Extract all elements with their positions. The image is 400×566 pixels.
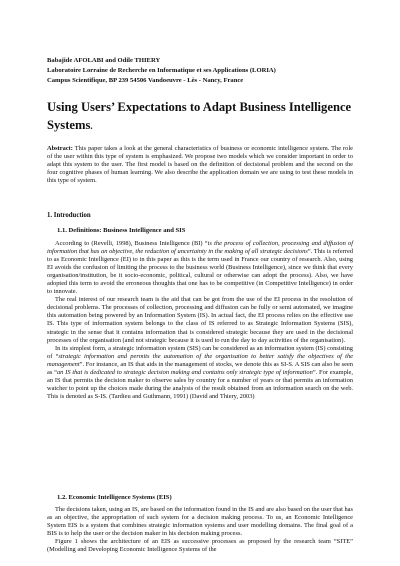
p3-text-b: ”. For instance, an IS that aids in the management of stocks, we denote this as SI-S. A SIS can also be seen as “ bbox=[47, 360, 353, 376]
p3-quote-2: an IS that is dedicated to strategic decision making and contains only strategic type of information bbox=[56, 368, 313, 376]
paragraph-1 bbox=[47, 240, 353, 296]
paper-title-text: Using Users’ Expectations to Adapt Business Intelligence Systems bbox=[47, 100, 352, 132]
subsection-heading-definitions: 1.1. Definitions: Business Intelligence and SIS bbox=[57, 227, 186, 234]
p3-quote-1: strategic information and permits the automation of the organisation to better satisfy the objectives of the management bbox=[47, 352, 353, 368]
paper-title bbox=[47, 98, 353, 135]
paragraph-2: The real interest of our research team is the aid that can be got from the use of the EI process in the resolution of decisional problems. The processes of collection, processing and diffusion can be fully or semi automated, we imagine this automation being powered by an Information System (IS). In actual fact, the EI process relies on the effective use IS. This type of information system belongs to the class of IS referred to as Strategic Information Systems (SIS), strategic in the sense that it contains information that is considered strategic because they are used in the decisional processes of the organisation (and not strategic because it is used to run the day to day activities of the organisation). bbox=[47, 296, 353, 344]
section-1-2-body bbox=[47, 506, 353, 554]
p3-text-c: ”. For example, an IS that permits the decision maker to observe sales by country for a number of years or that permits an information watcher to point up the choices made during the analysis of the result obtained from an information search on the web. This is denoted as S-IS. (Tardieu and Guthmann, 1991) (David and Thiery, 2003) bbox=[47, 368, 353, 400]
section-heading-introduction: 1. Introduction bbox=[47, 212, 91, 219]
section-1-1-body bbox=[47, 240, 353, 401]
abstract-label: Abstract: bbox=[47, 145, 73, 152]
p1-quote: is the process of collection, processing and diffusion of information that has an objective, the reduction of uncertainty in the making of all strategic decisions bbox=[47, 240, 353, 256]
paragraph-5: Figure 1 shows the architecture of an EIS as successive processes as proposed by the research team “SITE” (Modelling and Developing Economic Intelligence Systems of the bbox=[47, 538, 353, 554]
p1-text-b: ”. This is referred to as Economic Intelligence (EI) to in this paper as this is the term used in France our country of research. Also, using EI avoids the confusion of limiting the process to the business world (Business Intelligence), since we think that every organisation/institution, be it socio-economic, political, cultural or otherwise can adopt the process). Also, we have adopted this term to avoid the erroneous thoughts that one has to be competitive (in Competitive Intelligence) in order to innovate. bbox=[47, 248, 353, 296]
affiliation-address: Campus Scientifique, BP 239 54506 Vandoeuvre - Lès - Nancy, France bbox=[47, 77, 244, 84]
paragraph-4: The decisions taken, using an IS, are based on the information found in the IS and are also based on the user that has as an objective, the appropriation of such system for a decision making process. To us, an Economic Intelligence System EIS is a system that combines strategic information systems and user modelling domains. The final goal of a BIS is to help the user or the decision maker in his decision making process. bbox=[47, 506, 353, 538]
affiliation-lab: Laboratoire Lorraine de Recherche en Informatique et ses Applications (LORIA) bbox=[47, 67, 276, 74]
p3-text-a: In its simplest form, a strategic information system (SIS) can be considered as an information system (IS) consisting of “ bbox=[47, 344, 353, 360]
subsection-heading-eis: 1.2. Economic Intelligence Systems (EIS) bbox=[57, 494, 172, 501]
authors: Babajide AFOLABI and Odile THIERY bbox=[47, 57, 161, 64]
abstract bbox=[47, 145, 353, 185]
p1-text-a: According to (Revelli, 1998), Business Intelligence (BI) “ bbox=[55, 240, 208, 247]
paper-title-period: . bbox=[90, 121, 93, 131]
abstract-text: This paper takes a look at the general characteristics of business or economic intelligence system. The role of the user within this type of system is emphasized. We propose two models which we consider important in order to adapt this system to the user. The first model is based on the definition of decisional problem and the second on the four cognitive phases of human learning. We also describe the application domain we are using to test these models in this type of system. bbox=[47, 145, 353, 185]
paragraph-3 bbox=[47, 345, 353, 401]
author-affiliation-block bbox=[47, 56, 353, 86]
